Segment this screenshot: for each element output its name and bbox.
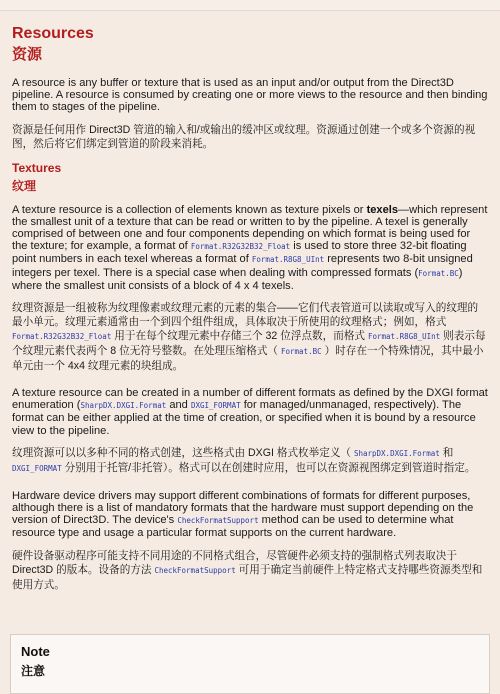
note-box [10,634,490,694]
textures-paragraph-3: Hardware device drivers may support different combinations of formats for different purposes, although there is a list of mandatory formats that the hardware must support depending on the version of Direct3D. The device's CheckFormatSupport method can be used to determine what resource type and usage a particular format supports on the current hardware. [12,489,474,540]
code-dxgi-format: DXGI_FORMAT [190,401,241,411]
section-title: Resources [12,25,94,42]
code-format-bc: Format.BC [418,268,459,278]
code-format-r8g8-uint: Format.R8G8_UInt [251,255,325,265]
note-title: Note [21,644,50,659]
code-dxgi-format: DXGI_FORMAT [12,463,62,473]
texels-term: texels [366,203,399,216]
code-sharpdx-dxgi-format: SharpDX.DXGI.Format [353,448,440,458]
code-format-r8g8-uint: Format.R8G8_UInt [367,332,441,342]
textures-title-zh: 纹理 [12,178,37,193]
textures-paragraph-2-zh: 纹理资源可以以多种不同的格式创建，这些格式由 DXGI 格式枚举定义（ SharpDX.DXGI.Format 和 DXGI_FORMAT 分别用于托管/非托管）。格式可以在创建时应用，也可以在资源视图绑定到管道时指定。 [12,446,476,474]
textures-title: Textures [12,160,62,175]
code-format-bc: Format.BC [280,347,322,357]
top-edge [0,0,500,11]
code-format-r32g32b32-float: Format.R32G32B32_Float [190,242,291,252]
note-title-zh: 注意 [21,664,46,678]
textures-paragraph-2: A texture resource can be created in a number of different formats as defined by the DXGI format enumeration (SharpDX.DXGI.Format and DXGI_FORMAT for managed/unmanaged, respectively). The format can be either applied at the time of creation, or specified when it is bound by a resource view to the pipeline. [12,387,488,437]
code-check-format-support: CheckFormatSupport [154,565,236,575]
resources-intro: A resource is any buffer or texture that is used as an input and/or output from the Direct3D pipeline. A resource is consumed by creating one or more views to the resource and then binding them to stages of the pipeline. [12,77,488,114]
code-sharpdx-dxgi-format: SharpDX.DXGI.Format [80,401,167,411]
code-format-r32g32b32-float: Format.R32G32B32_Float [12,332,112,342]
resources-intro-zh: 资源是任何用作 Direct3D 管道的输入和/或输出的缓冲区或纹理。资源通过创建一个或多个资源的视图，然后将它们绑定到管道的阶段来消耗。 [12,123,476,150]
code-check-format-support: CheckFormatSupport [177,516,259,526]
textures-paragraph-1-zh: 纹理资源是一组被称为纹理像素或纹理元素的元素的集合——它们代表管道可以读取或写入的纹理的最小单元。纹理元素通常由一个到四个组件组成，具体取决于所使用的纹理格式；例如，格式 Format.R32G32B32_Float 用于在每个纹理元素中存储三个 32 位浮点数，而格式 Format.R8G8_UInt 则表示每个纹理元素代表两个 8 位无符号整数。在处理压缩格式（ Format.BC ）时存在一个特殊情况，其中最小单元由一个 4x4 纹理元素的块组成。 [12,302,486,373]
textures-paragraph-3-zh: 硬件设备驱动程序可能支持不同用途的不同格式组合，尽管硬件必须支持的强制格式列表取决于 Direct3D 的版本。设备的方法 CheckFormatSupport 可用于确定当前硬件上特定格式支持哪些资源类型和使用方式。 [12,549,483,591]
section-title-zh: 资源 [12,46,43,63]
textures-paragraph-1: A texture resource is a collection of elements known as texture pixels or texels—which represent the smallest unit of a texture that can be read or written to by the pipeline. A texel is generally comprised of between one and four components depending on which format is being used for the texture; for example, a format of Format.R32G32B32_Float is used to store three 32-bit floating point numbers in each texel whereas a format of Format.R8G8_UInt represents two 8-bit unsigned integers per texel. There is a special case when dealing with compressed formats (Format.BC) where the smallest unit consists of a block of 4 x 4 texels. [12,203,488,292]
